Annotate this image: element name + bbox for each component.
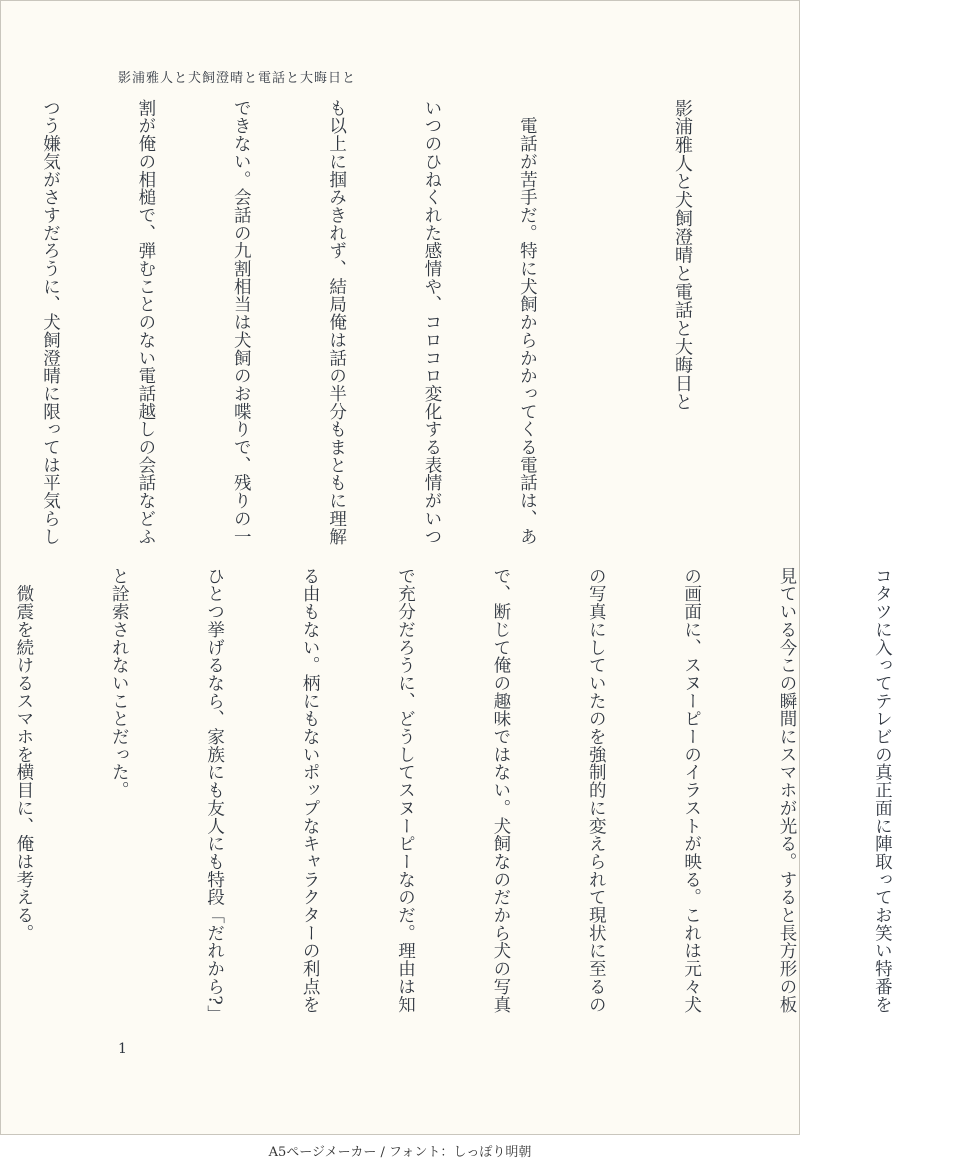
text-line: の写真にしていたのを強制的に変えられて現状に至るの bbox=[586, 567, 607, 1014]
text-line: 割が俺の相槌で、弾むことのない電話越しの会話などふ bbox=[135, 99, 156, 546]
text-line: いつのひねくれた感情や、コロコロ変化する表情がいつ bbox=[422, 99, 443, 546]
text-line: と詮索されないことだった。 bbox=[109, 567, 130, 800]
text-line: 微震を続けるスマホを横目に、俺は考える。 bbox=[13, 567, 34, 942]
text-line: 見ている今この瞬間にスマホが光る。すると長方形の板 bbox=[777, 567, 798, 1014]
text-block-top bbox=[40, 99, 606, 546]
page-number: 1 bbox=[118, 1041, 127, 1057]
text-block-bottom bbox=[13, 567, 961, 1037]
text-line: 電話が苦手だ。特に犬飼からかかってくる電話は、あ bbox=[517, 99, 538, 546]
text-line: コタツに入ってテレビの真正面に陣取ってお笑い特番を bbox=[872, 567, 893, 1014]
text-line: の画面に、スヌーピーのイラストが映る。これは元々犬 bbox=[681, 567, 702, 1014]
text-line: つう嫌気がさすだろうに、犬飼澄晴に限っては平気らし bbox=[40, 99, 61, 546]
story-title: 影浦雅人と犬飼澄晴と電話と大晦日と bbox=[672, 99, 693, 411]
running-header: 影浦雅人と犬飼澄晴と電話と大晦日と bbox=[118, 71, 357, 86]
text-line: ひとつ挙げるなら、家族にも友人にも特段「だれから?」 bbox=[204, 567, 225, 1023]
text-line: る由もない。柄にもないポップなキャラクターの利点を bbox=[300, 567, 321, 1014]
footer-credit: A5ページメーカー / フォント：しっぽり明朝 bbox=[0, 1135, 800, 1171]
text-line: できない。会話の九割相当は犬飼のお喋りで、残りの一 bbox=[231, 99, 252, 546]
text-line: で、断じて俺の趣味ではない。犬飼なのだから犬の写真 bbox=[490, 567, 511, 1014]
text-line: も以上に掴みきれず、結局俺は話の半分もまともに理解 bbox=[326, 99, 347, 546]
text-line: で充分だろうに、どうしてスヌーピーなのだ。理由は知 bbox=[395, 567, 416, 1014]
